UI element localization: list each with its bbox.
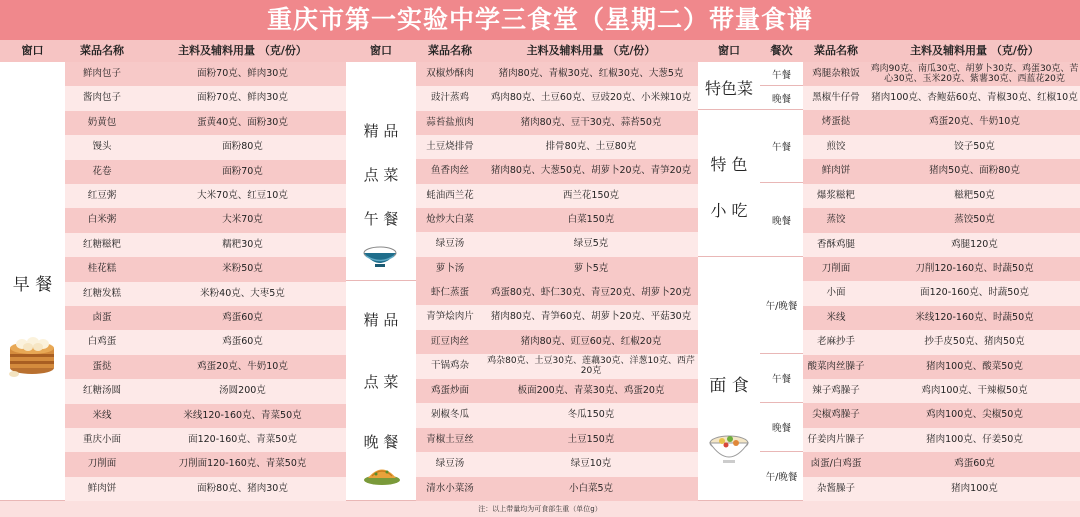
- breakfast-row: [65, 355, 346, 379]
- dish-ingredients: 刀削120-160克、时蔬50克: [915, 263, 1034, 274]
- snack-row: [803, 110, 1080, 135]
- dish-name: 刀削面: [821, 263, 851, 274]
- dish-name: 馒头: [92, 141, 112, 153]
- dish-name: 烤蛋挞: [821, 116, 851, 127]
- noodle-row: [803, 281, 1080, 305]
- breakfast-row: [65, 111, 346, 135]
- noodles-meal-group-2: 午餐: [760, 354, 803, 403]
- dish-name: 鲜肉包子: [82, 68, 121, 79]
- dish-name: 酱肉包子: [82, 92, 121, 104]
- header-dish-2: 菜品名称: [416, 40, 484, 62]
- noodle-row: [803, 330, 1080, 354]
- noodles-meal-group-3: 晚餐: [760, 403, 803, 452]
- dish-ingredients: 萝卜5克: [573, 262, 609, 274]
- dish-ingredients: 猪肉50克、面粉80克: [929, 165, 1020, 176]
- dinner-dish-row: [416, 477, 698, 501]
- dish-ingredients: 猪肉80克、青笋60克、胡萝卜20克、平菇30克: [490, 311, 692, 323]
- dinner-window-line-2: 点 菜: [363, 373, 399, 391]
- breakfast-row: [65, 184, 346, 208]
- dish-ingredients: 面粉80克: [222, 141, 263, 153]
- dish-ingredients: 米粉50克: [222, 263, 263, 275]
- dish-ingredients: 鸡杂80克、土豆30克、莲藕30克、洋葱10克、西芹20克: [487, 356, 695, 377]
- dish-name: 白米粥: [87, 214, 117, 226]
- dish-ingredients: 鸡蛋60克: [222, 312, 263, 323]
- dish-name: 萝卜汤: [435, 262, 465, 274]
- header-ingredients-3: 主料及辅料用量 （克/份）: [869, 40, 1080, 62]
- dish-ingredients: 鸡蛋60克: [222, 336, 263, 348]
- header-dish-3: 菜品名称: [803, 40, 869, 62]
- dish-ingredients: 大米70克: [222, 214, 263, 226]
- dish-ingredients: 西兰花150克: [562, 189, 620, 201]
- dish-ingredients: 猪肉100克: [951, 482, 998, 494]
- dish-name: 蚝油西兰花: [426, 189, 474, 201]
- noodle-row: [803, 306, 1080, 330]
- noodle-row: [803, 257, 1080, 281]
- dish-ingredients: 小白菜5克: [568, 482, 614, 494]
- dish-name: 青椒土豆丝: [426, 433, 474, 445]
- dumpling-dish-icon: [362, 461, 402, 487]
- breakfast-label: 早 餐: [12, 275, 53, 295]
- dish-name: 绿豆汤: [435, 458, 465, 470]
- noodle-row: [803, 403, 1080, 427]
- dish-name: 鲜肉饼: [821, 165, 851, 176]
- dish-ingredients: 猪肉80克、豇豆60克、红椒20克: [520, 335, 662, 347]
- breakfast-row: [65, 160, 346, 184]
- dish-name: 虾仁蒸蛋: [430, 287, 469, 298]
- dish-name: 绿豆汤: [435, 238, 465, 250]
- dish-name: 奶黄包: [87, 116, 117, 128]
- dinner-dish-row: [416, 403, 698, 427]
- dinner-dish-row: [416, 354, 698, 378]
- dish-name: 花卷: [92, 165, 112, 177]
- dish-ingredients: 鸡蛋20克、牛奶10克: [929, 116, 1020, 127]
- breakfast-row: [65, 282, 346, 306]
- specialty-window-cell: [698, 62, 760, 110]
- breakfast-row: [65, 86, 346, 110]
- dish-ingredients: 米线120-160克、青菜50克: [183, 409, 302, 421]
- dish-name: 干锅鸡杂: [430, 360, 469, 372]
- dish-name: 米线: [826, 311, 846, 323]
- dish-name: 重庆小面: [82, 434, 121, 445]
- dish-name: 炝炒大白菜: [426, 214, 474, 226]
- dish-name: 豉汁蒸鸡: [430, 92, 469, 104]
- snack-row: [803, 233, 1080, 258]
- lunch-dish-row: [416, 208, 698, 232]
- dish-name: 蒜苔盐煎肉: [426, 116, 474, 128]
- dish-ingredients: 鸡肉100克、干辣椒50克: [921, 385, 1028, 396]
- snacks-lunch-meal: 午餐: [760, 110, 803, 183]
- header-window-2: 窗口: [346, 40, 416, 62]
- breakfast-window-cell: [0, 62, 65, 501]
- dish-ingredients: 绿豆10克: [570, 458, 612, 470]
- dish-name: 仔姜肉片臊子: [807, 433, 865, 445]
- dish-name: 桂花糕: [87, 263, 117, 275]
- noodle-row: [803, 452, 1080, 476]
- dish-ingredients: 白菜150克: [567, 214, 615, 226]
- dish-name: 黑椒牛仔骨: [812, 92, 860, 103]
- lunch-dish-row: [416, 232, 698, 256]
- header-ingredients-1: 主料及辅料用量 （克/份）: [139, 40, 346, 62]
- dish-name: 豇豆肉丝: [430, 335, 469, 347]
- dish-name: 红糖汤圆: [82, 385, 121, 397]
- header-window-1: 窗口: [0, 40, 65, 62]
- dish-ingredients: 汤圆200克: [219, 385, 266, 397]
- page-title: 重庆市第一实验中学三食堂（星期二）带量食谱: [0, 0, 1080, 40]
- lunch-dish-row: [416, 111, 698, 135]
- dish-name: 红糖糍粑: [82, 238, 121, 250]
- specialty-dinner-meal: 晚餐: [760, 86, 803, 110]
- dinner-dish-row: [416, 379, 698, 403]
- snacks-window-line-1: 特 色: [710, 155, 748, 174]
- dish-ingredients: 饺子50克: [954, 140, 995, 152]
- dish-name: 辣子鸡臊子: [812, 385, 860, 396]
- dish-name: 煎饺: [826, 140, 846, 152]
- specialty-lunch-meal: 午餐: [760, 62, 803, 86]
- breakfast-row: [65, 452, 346, 476]
- breakfast-row: [65, 208, 346, 232]
- dish-name: 蒸饺: [826, 214, 846, 225]
- dish-ingredients: 抄手皮50克、猪肉50克: [924, 336, 1025, 348]
- lunch-window-line-1: 精 品: [363, 122, 399, 140]
- dinner-window-cell: [346, 281, 416, 501]
- lunch-dish-row: [416, 159, 698, 183]
- dish-name: 杂酱臊子: [816, 482, 855, 494]
- dishes-panel: [346, 62, 698, 501]
- breakfast-row: [65, 257, 346, 281]
- snack-row: [803, 159, 1080, 184]
- dish-ingredients: 猪肉80克、大葱50克、胡萝卜20克、青笋20克: [490, 165, 692, 177]
- snack-row: [803, 208, 1080, 233]
- breakfast-row: [65, 233, 346, 257]
- lunch-dish-row: [416, 257, 698, 281]
- dish-name: 鱼香肉丝: [430, 165, 469, 177]
- dish-name: 老麻抄手: [816, 336, 855, 348]
- dish-ingredients: 绿豆5克: [573, 238, 609, 250]
- breakfast-row: [65, 404, 346, 428]
- dish-ingredients: 面粉70克: [222, 165, 263, 177]
- dish-ingredients: 糍粑50克: [954, 189, 995, 201]
- dish-name: 双椒炒酥肉: [426, 68, 474, 79]
- noodles-label: 面 食: [709, 376, 749, 396]
- header-dish-1: 菜品名称: [65, 40, 139, 62]
- lunch-dish-row: [416, 62, 698, 86]
- footnote: 注：以上带量均为可食部生重（单位g）: [0, 501, 1080, 517]
- dish-ingredients: 大米70克、红豆10克: [197, 190, 288, 201]
- noodles-meal-group-1: 午/晚餐: [760, 257, 803, 354]
- lunch-dish-row: [416, 135, 698, 159]
- breakfast-row: [65, 135, 346, 159]
- dish-ingredients: 冬瓜150克: [567, 409, 615, 421]
- dish-name: 香酥鸡腿: [816, 238, 855, 250]
- dish-ingredients: 猪肉80克、豆干30克、蒜苔50克: [520, 116, 662, 128]
- dish-ingredients: 面粉70克、鲜肉30克: [197, 68, 288, 79]
- dish-ingredients: 刀削面120-160克、青菜50克: [178, 458, 307, 470]
- dish-name: 清水小菜汤: [426, 482, 474, 494]
- dish-ingredients: 面粉80克、猪肉30克: [197, 482, 288, 494]
- dish-name: 米线: [92, 409, 112, 421]
- dish-ingredients: 米线120-160克、时蔬50克: [915, 311, 1034, 323]
- dish-name: 白鸡蛋: [87, 336, 117, 348]
- dish-ingredients: 鸡腿120克: [951, 238, 998, 250]
- dinner-dish-row: [416, 330, 698, 354]
- noodle-row: [803, 379, 1080, 403]
- noodles-window-cell: [698, 257, 760, 501]
- dish-name: 尖椒鸡臊子: [812, 409, 860, 421]
- dinner-dish-row: [416, 305, 698, 329]
- dinner-window-line-3: 晚 餐: [363, 433, 399, 451]
- lunch-window-line-2: 点 菜: [363, 166, 399, 184]
- dinner-dish-row: [416, 452, 698, 476]
- dish-ingredients: 糯粑30克: [222, 238, 263, 250]
- dish-name: 青笋烩肉片: [426, 311, 474, 323]
- header-meal-time: 餐次: [760, 40, 803, 62]
- breakfast-row: [65, 330, 346, 354]
- dish-name: 剁椒冬瓜: [430, 409, 469, 421]
- specials-panel: [698, 62, 1080, 501]
- dish-ingredients: 鸡蛋60克: [954, 458, 995, 470]
- snacks-window-cell: [698, 110, 760, 257]
- dish-name: 鸡蛋炒面: [430, 384, 469, 396]
- noodle-row: [803, 355, 1080, 379]
- dish-name: 卤蛋: [92, 312, 112, 323]
- dinner-dish-row: [416, 281, 698, 305]
- dish-name: 鸡腿杂粮饭: [812, 68, 860, 79]
- noodle-row: [803, 428, 1080, 452]
- snacks-window-line-2: 小 吃: [710, 201, 748, 220]
- dish-ingredients: 面120-160克、青菜50克: [188, 434, 297, 445]
- dinner-window-line-1: 精 品: [363, 311, 399, 329]
- breakfast-row: [65, 379, 346, 403]
- dish-ingredients: 蛋黄40克、面粉30克: [197, 116, 288, 128]
- dish-name: 鲜肉饼: [87, 482, 117, 494]
- dish-name: 爆浆糍粑: [816, 189, 855, 201]
- dish-ingredients: 鸡肉100克、尖椒50克: [926, 409, 1023, 421]
- dish-name: 土豆烧排骨: [426, 141, 474, 153]
- breakfast-row: [65, 306, 346, 330]
- dish-name: 卤蛋/白鸡蛋: [810, 458, 862, 470]
- dish-name: 红豆粥: [87, 190, 117, 201]
- rice-bowl-icon: [361, 243, 399, 269]
- dish-ingredients: 鸡蛋80克、虾仁30克、青豆20克、胡萝卜20克: [490, 287, 692, 298]
- snack-row: [803, 184, 1080, 209]
- lunch-dish-row: [416, 184, 698, 208]
- dish-ingredients: 面120-160克、时蔬50克: [920, 287, 1029, 299]
- dish-name: 酸菜肉丝臊子: [807, 360, 865, 372]
- dish-ingredients: 猪肉80克、青椒30克、红椒30克、大葱5克: [498, 68, 684, 79]
- dish-name: 蛋挞: [92, 360, 112, 372]
- header-ingredients-2: 主料及辅料用量 （克/份）: [484, 40, 698, 62]
- noodle-row: [803, 477, 1080, 501]
- dish-ingredients: 鸡肉80克、土豆60克、豆豉20克、小米辣10克: [490, 92, 692, 104]
- lunch-dish-row: [416, 86, 698, 110]
- noodles-meal-group-4: 午/晚餐: [760, 452, 803, 501]
- dish-ingredients: 板面200克、青菜30克、鸡蛋20克: [517, 384, 665, 396]
- dish-ingredients: 猪肉100克、仔姜50克: [926, 433, 1023, 445]
- specialty-row: [803, 62, 1080, 86]
- noodle-bowl-icon: [708, 431, 750, 465]
- breakfast-row: [65, 62, 346, 86]
- breakfast-panel: [0, 62, 346, 501]
- breakfast-row: [65, 477, 346, 501]
- breakfast-row: [65, 428, 346, 452]
- dish-ingredients: 面粉70克、鲜肉30克: [197, 92, 288, 104]
- dish-ingredients: 猪肉100克、杏鲍菇60克、青椒30克、红椒10克: [871, 92, 1078, 103]
- dish-name: 刀削面: [87, 458, 117, 470]
- dinner-dish-row: [416, 428, 698, 452]
- snack-row: [803, 135, 1080, 160]
- dish-ingredients: 排骨80克、土豆80克: [545, 141, 637, 153]
- lunch-window-cell: [346, 62, 416, 281]
- dish-ingredients: 蒸饺50克: [954, 214, 995, 225]
- header-window-3: 窗口: [698, 40, 760, 62]
- dish-ingredients: 鸡肉90克、南瓜30克、胡萝卜30克、鸡蛋30克、苦心30克、玉米20克、紫薯30克、西蓝花20克: [870, 64, 1079, 84]
- dish-ingredients: 鸡蛋20克、牛奶10克: [197, 360, 288, 372]
- dish-ingredients: 土豆150克: [567, 433, 615, 445]
- specialty-row: [803, 86, 1080, 110]
- steamer-icon: [6, 324, 58, 378]
- specialty-label: 特色菜: [704, 79, 753, 98]
- dish-ingredients: 米粉40克、大枣5克: [200, 287, 285, 299]
- dish-name: 红糖发糕: [82, 287, 121, 299]
- lunch-window-line-3: 午 餐: [363, 210, 399, 228]
- dish-name: 小面: [826, 287, 846, 299]
- snacks-dinner-meal: 晚餐: [760, 183, 803, 257]
- dish-ingredients: 猪肉100克、酸菜50克: [926, 360, 1023, 372]
